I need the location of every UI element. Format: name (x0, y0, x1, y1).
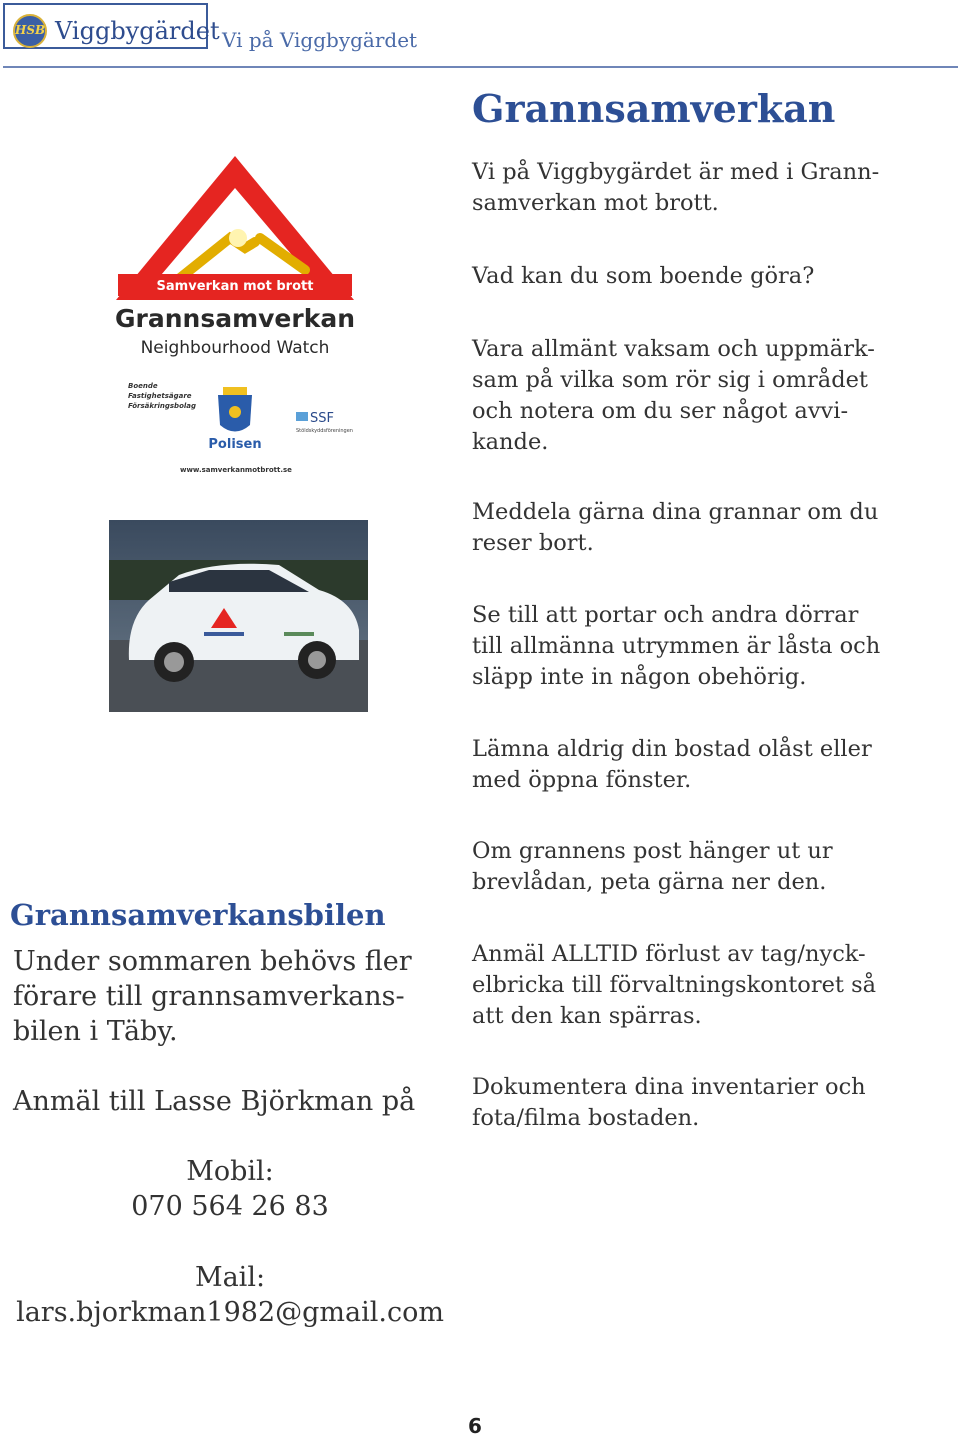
text-line: Vara allmänt vaksam och uppmärk- (472, 336, 875, 362)
car-section-heading: Grannsamverkansbilen (10, 898, 386, 932)
text-line: kande. (472, 429, 549, 455)
partner-text: Boende (128, 382, 158, 390)
police-emblem-icon (218, 387, 252, 432)
mobile-label: Mobil: (186, 1156, 274, 1187)
text-line: Under sommaren behövs fler (13, 946, 412, 977)
text-line: och notera om du ser något avvi- (472, 398, 849, 424)
grannsamverkan-sign (110, 150, 360, 480)
logo-text: HSB (15, 23, 46, 37)
spark-icon (229, 229, 247, 247)
text-line: släpp inte in någon obehörig. (472, 664, 807, 690)
sign-subtitle: Neighbourhood Watch (140, 338, 330, 358)
mobile-number: 070 564 26 83 (131, 1191, 329, 1222)
header-title: Viggbygärdet (55, 17, 220, 45)
text-line: till allmänna utrymmen är låsta och (472, 633, 881, 659)
contact-intro: Anmäl till Lasse Björkman på (13, 1086, 416, 1117)
paragraph (472, 261, 942, 292)
sign-banner-text: Samverkan mot brott (156, 279, 314, 294)
text-line: sam på vilka som rör sig i området (472, 367, 868, 393)
paragraph (472, 157, 942, 219)
paragraph (472, 1072, 942, 1134)
text-line: bilen i Täby. (13, 1016, 178, 1047)
paragraph (472, 734, 942, 796)
text-line: reser bort. (472, 530, 594, 556)
text-line: Om grannens post hänger ut ur (472, 838, 833, 864)
text-line: Vi på Viggbygärdet är med i Grann- (472, 159, 880, 185)
paragraph (472, 497, 942, 559)
hsb-logo-icon (13, 14, 47, 48)
partner-text: Fastighetsägare (128, 392, 192, 400)
text-line: Meddela gärna dina grannar om du (472, 499, 879, 525)
sign-url: www.samverkanmotbrott.se (180, 466, 292, 474)
text-line: Se till att portar och andra dörrar (472, 602, 859, 628)
header-subtitle: Vi på Viggbygärdet (222, 28, 418, 52)
paragraph (472, 939, 942, 1032)
text-line: förare till grannsamverkans- (13, 981, 405, 1012)
sign-title: Grannsamverkan (115, 304, 355, 333)
ssf-text: SSF (310, 411, 334, 426)
paragraph (472, 334, 942, 458)
paragraph (472, 600, 942, 693)
paragraph (472, 836, 942, 898)
mail-address: lars.bjorkman1982@gmail.com (16, 1297, 444, 1328)
header-divider (3, 66, 958, 68)
police-text: Polisen (208, 437, 262, 452)
partner-text: Försäkringsbolag (128, 402, 197, 410)
text-line: brevlådan, peta gärna ner den. (472, 869, 827, 895)
text-line: Dokumentera dina inventarier och (472, 1074, 866, 1100)
mail-label: Mail: (194, 1262, 266, 1293)
text-line: Lämna aldrig din bostad olåst eller (472, 736, 872, 762)
car-section-body (13, 944, 453, 1049)
ssf-subtext: Stöldskyddsföreningen (296, 428, 353, 434)
header-brand (3, 3, 220, 49)
car-photo (109, 520, 368, 712)
text-line: samverkan mot brott. (472, 190, 719, 216)
text-line: elbricka till förvaltningskontoret så (472, 972, 877, 998)
ssf-logo-icon (296, 412, 308, 421)
text-line: Anmäl ALLTID förlust av tag/nyck- (472, 941, 866, 967)
text-line: fota/filma bostaden. (472, 1105, 700, 1131)
text-line: Vad kan du som boende göra? (472, 263, 815, 289)
text-line: att den kan spärras. (472, 1003, 702, 1029)
page-number: 6 (468, 1414, 482, 1438)
text-line: med öppna fönster. (472, 767, 692, 793)
page-title: Grannsamverkan (472, 86, 836, 131)
